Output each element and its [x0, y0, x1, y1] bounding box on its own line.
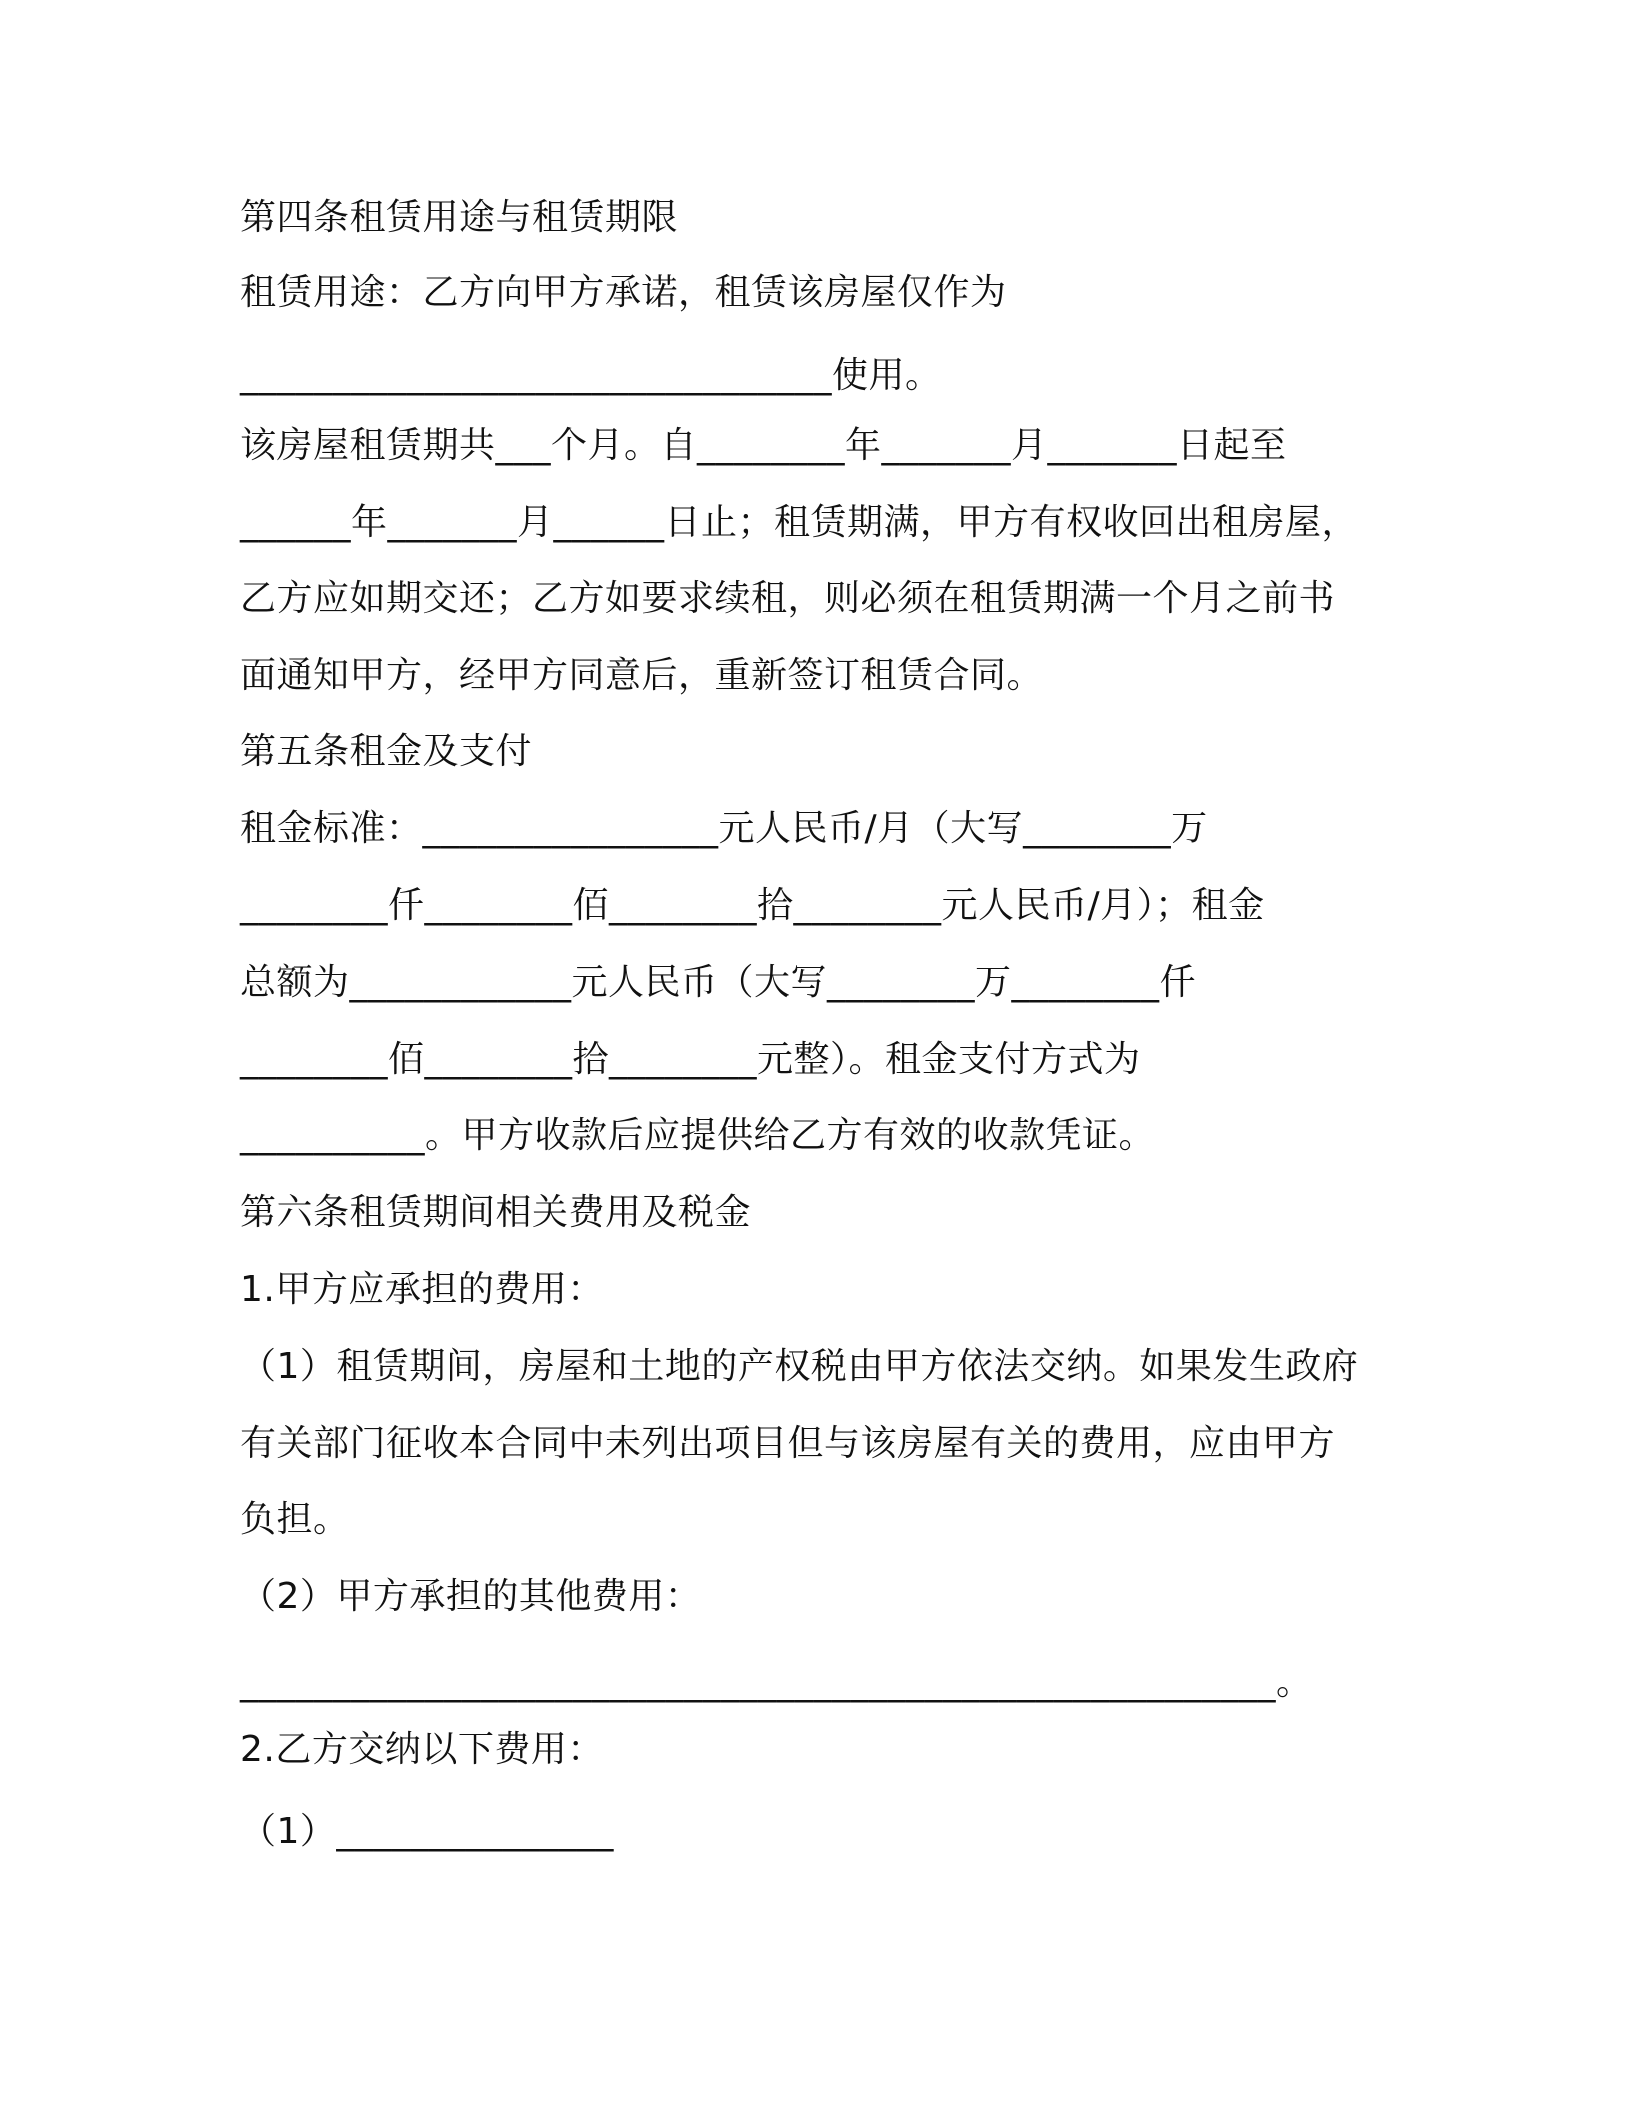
text-line: 租金标准：________________元人民币/月（大写________万 [240, 808, 1208, 849]
text-line: （1）_______________ [240, 1811, 614, 1852]
text-line: __________。甲方收款后应提供给乙方有效的收款凭证。 [240, 1115, 1156, 1156]
text-line: ______年_______月______日止；租赁期满，甲方有权收回出租房屋， [240, 502, 1359, 543]
text-line: 租赁用途：乙方向甲方承诺，租赁该房屋仅作为 [240, 272, 1007, 313]
text-line: 负担。 [240, 1499, 350, 1540]
text-line: （2）甲方承担的其他费用： [240, 1576, 702, 1617]
text-line: ________________________________________________________。 [240, 1662, 1313, 1703]
text-line: ________________________________使用。 [240, 355, 942, 396]
text-line: 乙方应如期交还；乙方如要求续租，则必须在租赁期满一个月之前书 [240, 578, 1336, 619]
article-6-heading: 第六条租赁期间相关费用及税金 [240, 1192, 752, 1233]
article-5-heading: 第五条租金及支付 [240, 731, 533, 772]
text-line: （1）租赁期间，房屋和土地的产权税由甲方依法交纳。如果发生政府 [240, 1346, 1359, 1387]
text-line: 1.甲方应承担的费用： [240, 1269, 604, 1310]
text-line: 2.乙方交纳以下费用： [240, 1729, 604, 1770]
text-line: 总额为____________元人民币（大写________万________仟 [240, 962, 1197, 1003]
article-4-heading: 第四条租赁用途与租赁期限 [240, 197, 679, 238]
text-line: 有关部门征收本合同中未列出项目但与该房屋有关的费用，应由甲方 [240, 1423, 1336, 1464]
text-line: ________佰________拾________元整）。租金支付方式为 [240, 1039, 1141, 1080]
text-line: ________仟________佰________拾________元人民币/月）；租金 [240, 885, 1265, 926]
text-line: 该房屋租赁期共___个月。自________年_______月_______日起至 [240, 425, 1287, 466]
text-line: 面通知甲方，经甲方同意后，重新签订租赁合同。 [240, 655, 1044, 696]
